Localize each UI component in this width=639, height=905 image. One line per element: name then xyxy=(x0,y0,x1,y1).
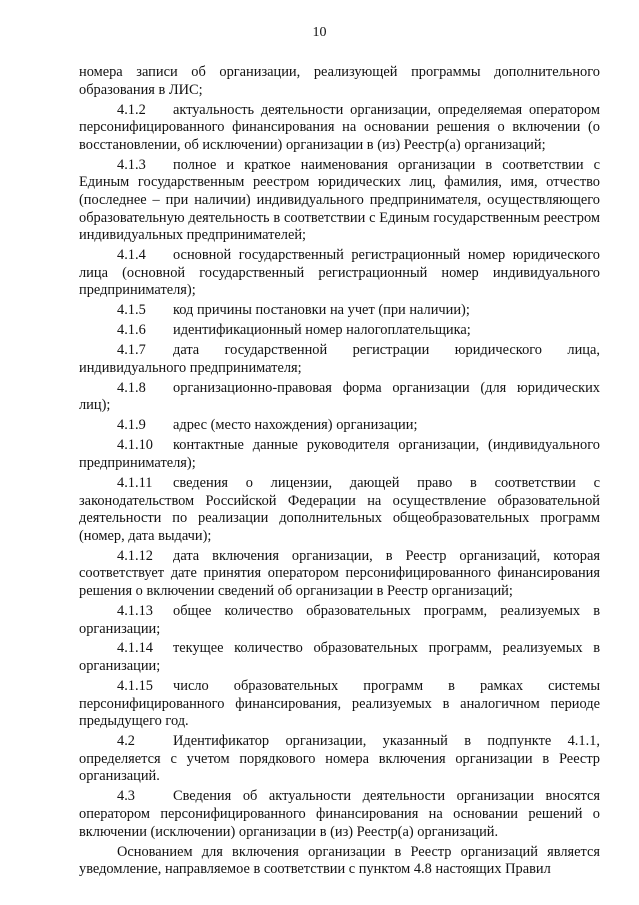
paragraph xyxy=(79,548,600,601)
clause-number: 4.1.7 xyxy=(117,342,146,359)
paragraph-text: актуальность деятельности организации, определяемая оператором персонифицированного финансирования на основании решения о включении (о восстановлении, об исключении) организации в (из) Реестр(а) организаций; xyxy=(79,101,600,153)
clause-number: 4.1.4 xyxy=(117,247,146,264)
paragraph xyxy=(79,733,600,786)
paragraph-text: общее количество образовательных программ, реализуемых в организации; xyxy=(79,602,600,637)
clause-number: 4.1.2 xyxy=(117,101,146,118)
paragraph-text: дата включения организации, в Реестр организаций, которая соответствует дате принятия оператором персонифицированного финансирования решения о включении сведений об организации в Реестр организаций; xyxy=(79,547,600,599)
clause-number: 4.1.12 xyxy=(117,547,153,564)
page-number: 10 xyxy=(312,25,327,40)
paragraph xyxy=(79,247,600,300)
paragraph xyxy=(79,157,600,245)
paragraph-text: полное и краткое наименования организации в соответствии с Единым государственным реестром юридических лиц, фамилия, имя, отчество (последнее – при наличии) индивидуального предпринимателя, осуществляющего образовательную деятельность в соответствии с Единым государственным реестром индивидуальных предпринимателей; xyxy=(79,156,600,244)
paragraph xyxy=(79,437,600,472)
clause-number: 4.2 xyxy=(117,733,135,750)
paragraph-text: Сведения об актуальности деятельности организации вносятся оператором персонифицированного финансирования на основании решений о включении (исключении) организации в (из) Реестр(а) организаций. xyxy=(79,788,600,840)
clause-number: 4.1.3 xyxy=(117,156,146,173)
paragraph xyxy=(79,678,600,731)
clause-number: 4.1.8 xyxy=(117,379,146,396)
clause-number: 4.1.11 xyxy=(117,474,153,491)
clause-number: 4.1.6 xyxy=(117,322,146,339)
paragraph-text: контактные данные руководителя организации, (индивидуального предпринимателя); xyxy=(79,437,600,471)
clause-number: 4.1.13 xyxy=(117,602,153,619)
paragraph xyxy=(79,417,600,435)
paragraph-text: дата государственной регистрации юридического лица, индивидуального предпринимателя; xyxy=(79,342,600,376)
clause-number: 4.3 xyxy=(117,788,135,805)
paragraph xyxy=(79,102,600,155)
paragraph xyxy=(79,380,600,415)
paragraph-text: число образовательных программ в рамках системы персонифицированного финансирования, реализуемых в аналогичном периоде предыдущего год. xyxy=(79,678,600,730)
paragraph-text: текущее количество образовательных программ, реализуемых в организации; xyxy=(79,640,600,675)
paragraph xyxy=(79,788,600,841)
paragraph xyxy=(79,64,600,99)
paragraph-text: номера записи об организации, реализующей программы дополнительного образования в ЛИС; xyxy=(79,64,600,98)
clause-number: 4.1.15 xyxy=(117,678,153,695)
paragraph-text: адрес (место нахождения) организации; xyxy=(173,417,418,434)
paragraph-text: Идентификатор организации, указанный в подпункте 4.1.1, определяется с учетом порядкового номера включения организации в Реестр организаций. xyxy=(79,733,600,785)
paragraph xyxy=(79,342,600,377)
clause-number: 4.1.9 xyxy=(117,417,146,434)
paragraph xyxy=(79,640,600,675)
paragraph-text: сведения о лицензии, дающей право в соответствии с законодательством Российской Федерации на осуществление образовательной деятельности по реализации дополнительных общеобразовательных программ (номер, дата выдачи); xyxy=(79,474,600,544)
paragraph-text: организационно-правовая форма организации (для юридических лиц); xyxy=(79,379,600,414)
paragraph xyxy=(79,844,600,879)
paragraph xyxy=(79,603,600,638)
paragraph-text: основной государственный регистрационный номер юридического лица (основной государственный регистрационный номер индивидуального предпринимателя); xyxy=(79,247,600,299)
paragraph-text: код причины постановки на учет (при наличии); xyxy=(173,302,470,319)
paragraph xyxy=(79,302,600,320)
paragraph-text: идентификационный номер налогоплательщика; xyxy=(173,322,471,339)
clause-number: 4.1.10 xyxy=(117,437,153,454)
clause-number: 4.1.5 xyxy=(117,302,146,319)
clause-number: 4.1.14 xyxy=(117,640,153,657)
paragraph xyxy=(79,322,600,340)
document-body xyxy=(79,64,600,881)
paragraph xyxy=(79,475,600,545)
paragraph-text: Основанием для включения организации в Реестр организаций является уведомление, направляемое в соответствии с пунктом 4.8 настоящих Правил xyxy=(79,843,600,878)
